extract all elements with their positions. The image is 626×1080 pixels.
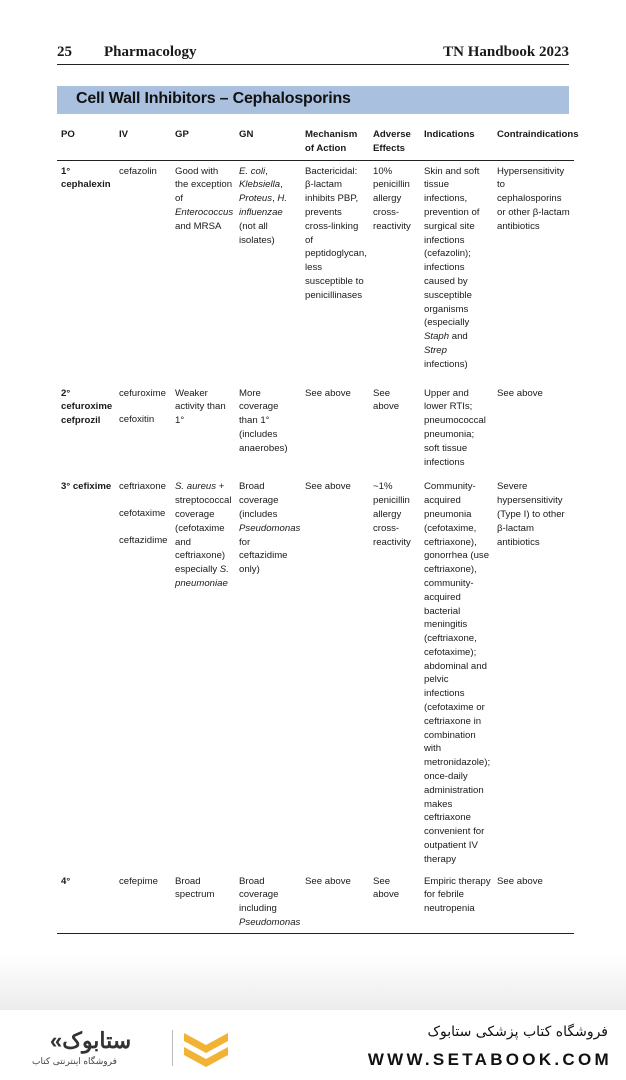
logo-text: «ستابوک xyxy=(50,1028,132,1053)
col-header-gn: GN xyxy=(239,129,254,140)
iv-drug: cefuroxime xyxy=(119,387,166,399)
cell-po: 2° cefuroxime cefprozil xyxy=(61,387,113,427)
cell-adverse: ~1% penicillin allergy cross-reactivity xyxy=(373,481,411,548)
cell-iv xyxy=(115,867,171,934)
cell-gp: Weaker activity than 1° xyxy=(175,387,226,427)
cell-gp: Good with the exception of Enterococcus and MRSA xyxy=(175,165,234,232)
cell-po: 1° cephalexin xyxy=(61,165,111,191)
cell-indications: Community-acquired pneumonia (cefotaxime, ceftriaxone), gonorrhea (use ceftriaxone), community-acquired bacterial meningitis (ceftriaxone, cefotaxime); abdominal and pelvic infections (cefotaxime or ceftriaxone in combination with metronidazole); once-daily administration makes ceftriaxone convenient for outpatient IV therapy xyxy=(424,481,491,865)
store-url[interactable]: WWW.SETABOOK.COM xyxy=(367,1050,612,1069)
cell-indications: Upper and lower RTIs; pneumococcal pneumonia; soft tissue infections xyxy=(424,387,486,468)
cell-gn: Broad coverage (includes Pseudomonas for ceftazidime only) xyxy=(239,481,301,576)
iv-drug: cefoxitin xyxy=(119,414,155,426)
iv-drug: ceftriaxone xyxy=(119,481,166,493)
cell-iv xyxy=(115,160,171,371)
cell-adverse: 10% penicillin allergy cross-reactivity xyxy=(373,165,411,232)
page-number: 25 xyxy=(57,44,72,60)
cell-mechanism: See above xyxy=(305,387,351,399)
cell-gp: S. aureus + streptococcal coverage (cefotaxime and ceftriaxone) especially S. pneumoniae xyxy=(175,481,232,589)
footer-banner xyxy=(0,1010,626,1080)
footer-shade xyxy=(0,955,626,1010)
col-header-iv: IV xyxy=(119,129,129,140)
table-row xyxy=(57,372,574,470)
table-title: Cell Wall Inhibitors – Cephalosporins xyxy=(76,90,351,107)
cell-mechanism: Bactericidal: β-lactam inhibits PBP, prevents cross-linking of peptidoglycan, less susceptible to penicillinases xyxy=(305,165,367,301)
logo-subtitle: فروشگاه اینترنتی کتاب xyxy=(32,1056,117,1066)
cell-iv xyxy=(115,469,171,866)
cell-indications: Skin and soft tissue infections, prevention of surgical site infections (cefazolin); infections caused by susceptible organisms (especially Staph and Strep infections) xyxy=(424,165,480,370)
cell-po: 4° xyxy=(61,875,71,887)
cell-gn: Broad coverage including Pseudomonas xyxy=(239,875,301,929)
running-header xyxy=(57,44,569,65)
cell-indications: Empiric therapy for febrile neutropenia xyxy=(424,875,491,915)
cephalosporin-table xyxy=(57,127,579,934)
col-header-adverse: Adverse Effects xyxy=(373,129,411,154)
table-row xyxy=(57,867,574,934)
col-header-mechanism: Mechanism of Action xyxy=(305,129,358,154)
cell-contra: Hypersensitivity to cephalosporins or other β-lactam antibiotics xyxy=(497,165,570,232)
book-chevron-logo-icon xyxy=(180,1025,232,1069)
col-header-contra: Contraindications xyxy=(497,129,579,140)
book-title: TN Handbook 2023 xyxy=(443,44,569,60)
iv-drug: ceftazidime xyxy=(119,534,168,546)
cell-contra: See above xyxy=(497,875,543,887)
section-name: Pharmacology xyxy=(104,44,197,60)
cell-contra: See above xyxy=(497,387,543,399)
cell-gp: Broad spectrum xyxy=(175,875,215,901)
col-header-indications: Indications xyxy=(424,129,475,140)
iv-drug: cefepime xyxy=(119,875,158,887)
iv-drug: cefotaxime xyxy=(119,508,166,520)
col-header-po: PO xyxy=(61,129,75,140)
col-header-gp: GP xyxy=(175,129,189,140)
cell-mechanism: See above xyxy=(305,875,351,887)
table-row xyxy=(57,469,574,866)
cell-contra: Severe hypersensitivity (Type I) to other β-lactam antibiotics xyxy=(497,481,565,548)
cell-iv xyxy=(115,372,171,470)
cell-po: 3° cefixime xyxy=(61,481,112,493)
table-row xyxy=(57,160,574,371)
logo-divider xyxy=(172,1030,173,1066)
table-header-row xyxy=(57,127,574,160)
cell-adverse: See above xyxy=(373,875,400,901)
cell-mechanism: See above xyxy=(305,481,351,493)
cell-gn: More coverage than 1° (includes anaerobes) xyxy=(239,387,288,454)
store-name: فروشگاه کتاب پزشکی ستابوک xyxy=(427,1024,608,1040)
cell-adverse: See above xyxy=(373,387,400,413)
table-title-bar xyxy=(57,86,569,114)
iv-drug: cefazolin xyxy=(119,165,157,177)
cell-gn: E. coli, Klebsiella, Proteus, H. influenzae (not all isolates) xyxy=(239,165,288,246)
